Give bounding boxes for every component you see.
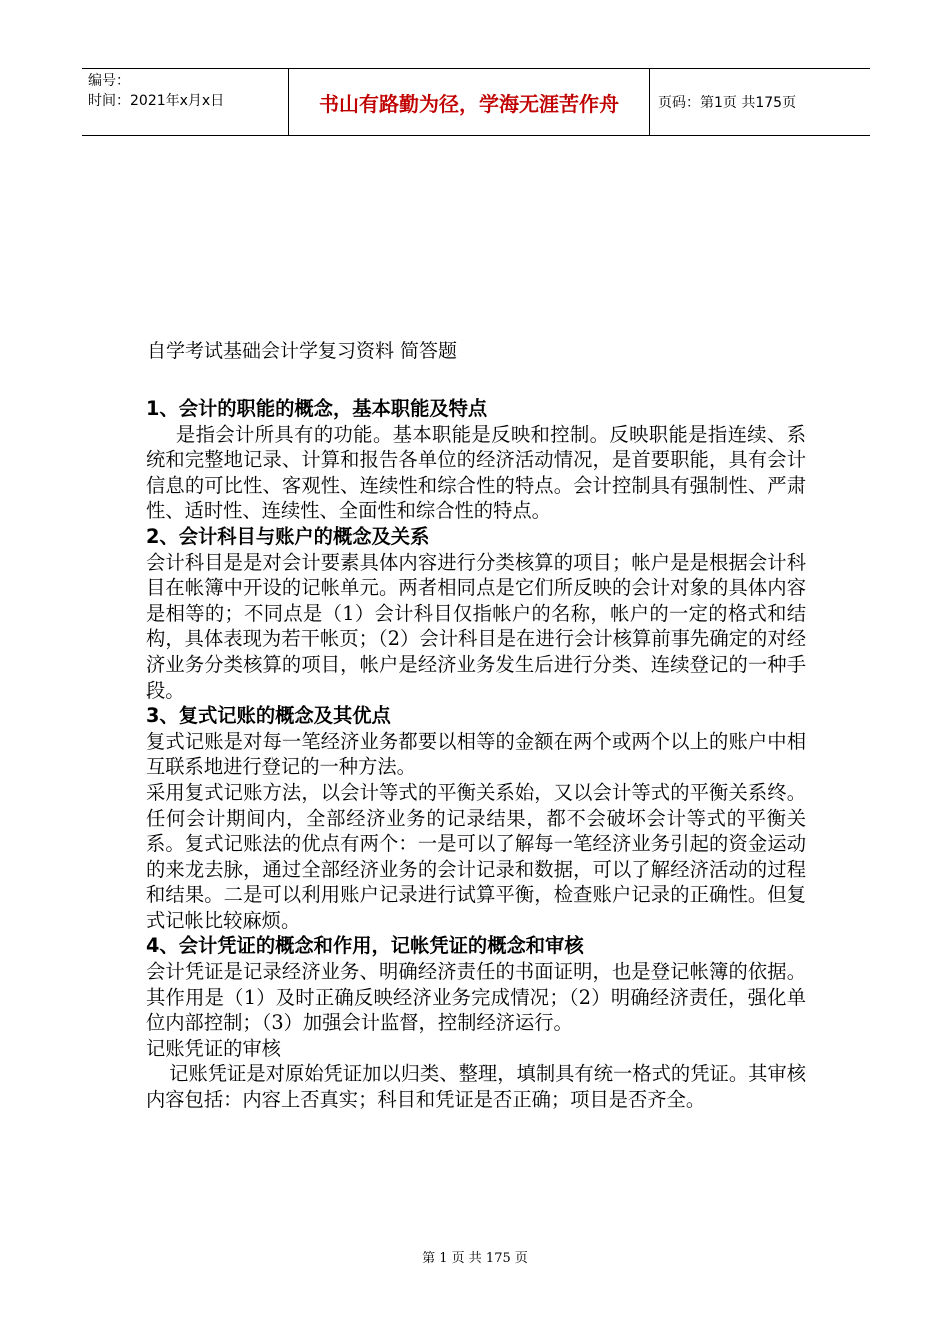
page-header (82, 68, 870, 136)
time-label: 时间：2021年x月x日 (88, 93, 225, 109)
page-footer: 第 1 页 共 175 页 (422, 1251, 528, 1266)
section-paragraph: 会计科目是是对会计要素具体内容进行分类核算的项目；帐户是是根据会计科目在帐簿中开设的记帐单元。两者相同点是它们所反映的会计对象的具体内容是相等的；不同点是（1）会计科目仅指帐户的名称，帐户的一定的格式和结构，具体表现为若干帐页；（2）会计科目是在进行会计核算前事先确定的对经济业务分类核算的项目，帐户是经济业务发生后进行分类、连续登记的一种手段。 (146, 550, 806, 702)
section-paragraph: 会计凭证是记录经济业务、明确经济责任的书面证明，也是登记帐簿的依据。其作用是（1）及时正确反映经济业务完成情况；（2）明确经济责任，强化单位内部控制；（3）加强会计监督，控制经济运行。 (146, 960, 806, 1035)
section-heading: 2、会计科目与账户的概念及关系 (146, 524, 430, 548)
section-heading: 4、会计凭证的概念和作用，记帐凭证的概念和审核 (146, 934, 584, 958)
section-heading: 3、复式记账的概念及其优点 (146, 704, 391, 728)
document-title: 自学考试基础会计学复习资料 简答题 (147, 340, 458, 362)
section-paragraph: 采用复式记账方法，以会计等式的平衡关系始，又以会计等式的平衡关系终。任何会计期间内，全部经济业务的记录结果，都不会破坏会计等式的平衡关系。复式记账法的优点有两个：一是可以了解每一笔经济业务引起的资金运动的来龙去脉，通过全部经济业务的会计记录和数据，可以了解经济活动的过程和结果。二是可以利用账户记录进行试算平衡，检查账户记录的正确性。但复式记帐比较麻烦。 (146, 780, 806, 932)
page-info: 页码：第1页 共175页 (658, 95, 797, 111)
motto: 书山有路勤为径，学海无涯苦作舟 (289, 69, 650, 135)
section-paragraph: 复式记账是对每一笔经济业务都要以相等的金额在两个或两个以上的账户中相互联系地进行登记的一种方法。 (146, 729, 806, 779)
section-paragraph: 是指会计所具有的功能。基本职能是反映和控制。反映职能是指连续、系统和完整地记录、计算和报告各单位的经济活动情况，是首要职能，具有会计信息的可比性、客观性、连续性和综合性的特点。会计控制具有强制性、严肃性、适时性、连续性、全面性和综合性的特点。 (146, 422, 806, 523)
header-left-cell (82, 69, 289, 135)
subheading: 记账凭证的审核 (146, 1036, 281, 1060)
section-paragraph: 记账凭证是对原始凭证加以归类、整理，填制具有统一格式的凭证。其审核内容包括：内容上否真实；科目和凭证是否正确；项目是否齐全。 (146, 1062, 806, 1112)
number-label: 编号： (88, 73, 130, 89)
section-heading: 1、会计的职能的概念，基本职能及特点 (146, 397, 488, 420)
document-body (146, 396, 806, 1113)
